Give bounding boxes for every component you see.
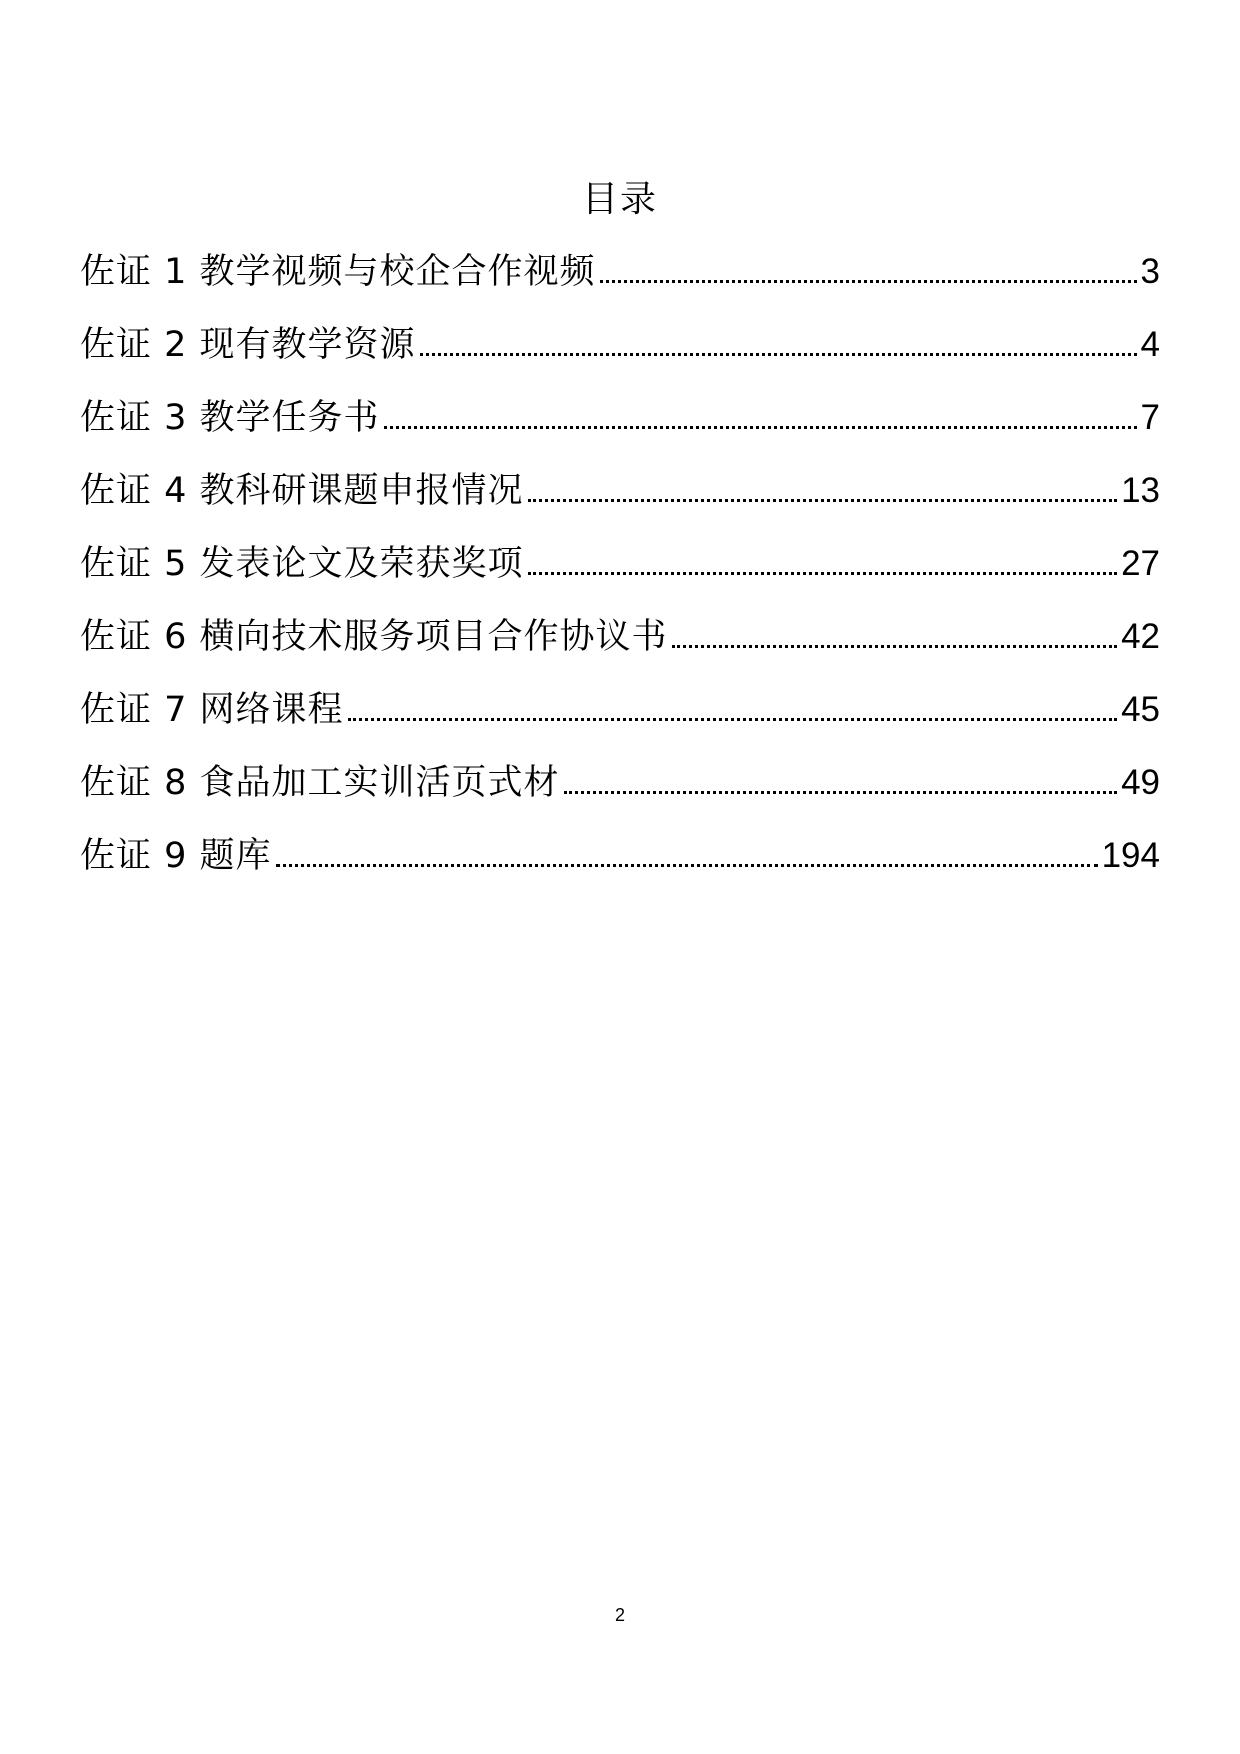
toc-entry-label: 佐证 8 食品加工实训活页式材 bbox=[80, 763, 560, 803]
toc-leader-dots bbox=[384, 426, 1137, 429]
toc-entry[interactable] bbox=[80, 615, 1160, 688]
toc-leader-dots bbox=[420, 353, 1137, 356]
toc-entry-label: 佐证 2 现有教学资源 bbox=[80, 325, 416, 365]
toc-entry-page: 4 bbox=[1140, 325, 1160, 364]
toc-entry[interactable] bbox=[80, 542, 1160, 615]
toc-entry[interactable] bbox=[80, 688, 1160, 761]
toc-entry-label: 佐证 1 教学视频与校企合作视频 bbox=[80, 252, 596, 292]
toc-leader-dots bbox=[672, 645, 1118, 648]
toc-entry-label: 佐证 9 题库 bbox=[80, 836, 272, 876]
toc-entry-label: 佐证 5 发表论文及荣获奖项 bbox=[80, 544, 524, 584]
toc-entry[interactable] bbox=[80, 396, 1160, 469]
toc-entry[interactable] bbox=[80, 469, 1160, 542]
toc-entry[interactable] bbox=[80, 323, 1160, 396]
toc-entry-label: 佐证 6 横向技术服务项目合作协议书 bbox=[80, 617, 668, 657]
toc-entry-label: 佐证 3 教学任务书 bbox=[80, 398, 380, 438]
toc-leader-dots bbox=[528, 499, 1118, 502]
toc-entry-label: 佐证 7 网络课程 bbox=[80, 690, 344, 730]
toc-list bbox=[80, 250, 1160, 907]
toc-entry[interactable] bbox=[80, 761, 1160, 834]
toc-entry-label: 佐证 4 教科研课题申报情况 bbox=[80, 471, 524, 511]
toc-entry-page: 7 bbox=[1140, 398, 1160, 437]
toc-entry[interactable] bbox=[80, 250, 1160, 323]
toc-leader-dots bbox=[276, 864, 1098, 867]
toc-entry-page: 194 bbox=[1101, 836, 1160, 875]
toc-entry-page: 49 bbox=[1121, 763, 1160, 802]
toc-entry-page: 45 bbox=[1121, 690, 1160, 729]
toc-entry-page: 27 bbox=[1121, 544, 1160, 583]
toc-leader-dots bbox=[564, 791, 1118, 794]
page-number: 2 bbox=[614, 1605, 625, 1625]
toc-entry-page: 13 bbox=[1121, 471, 1160, 510]
toc-leader-dots bbox=[600, 280, 1137, 283]
toc-entry-page: 3 bbox=[1140, 252, 1160, 291]
toc-title: 目录 bbox=[581, 179, 658, 220]
toc-entry-page: 42 bbox=[1121, 617, 1160, 656]
toc-leader-dots bbox=[348, 718, 1118, 721]
toc-entry[interactable] bbox=[80, 834, 1160, 907]
toc-leader-dots bbox=[528, 572, 1118, 575]
